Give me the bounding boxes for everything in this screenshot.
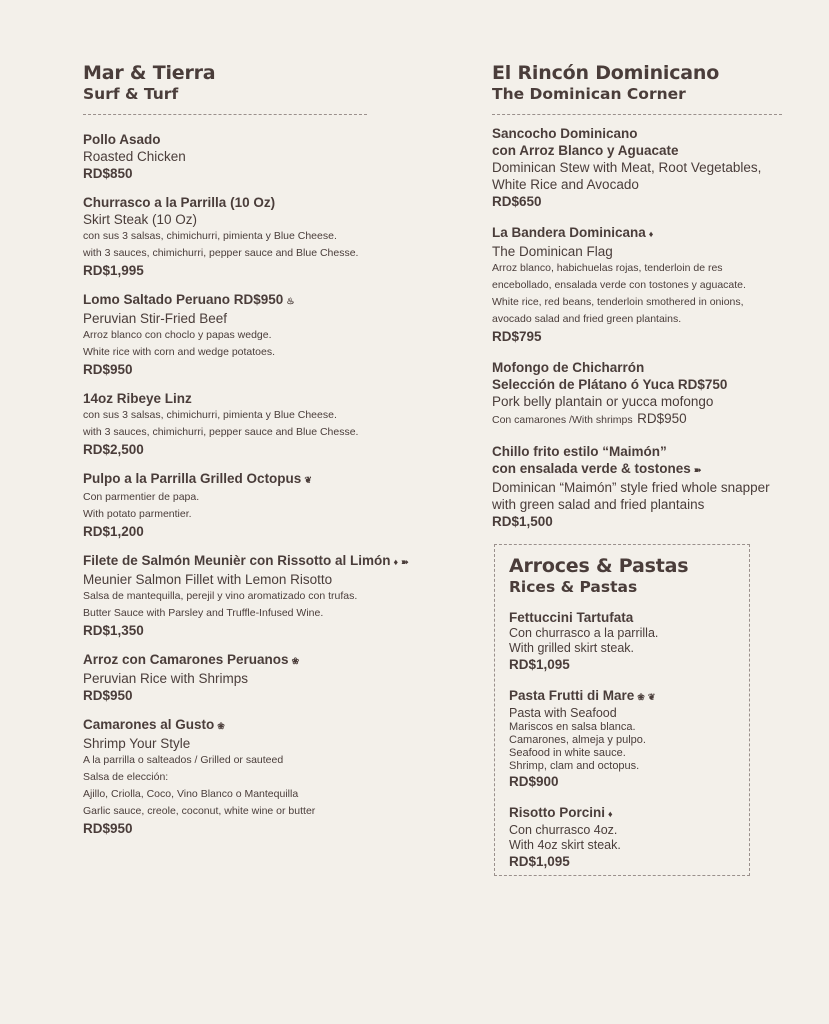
item-price: RD$1,500 <box>492 514 553 529</box>
item-desc: Salsa de mantequilla, perejil y vino aromatizado con trufas. <box>83 590 358 602</box>
shrimp-icon: ❀ <box>637 692 645 702</box>
dominican-corner-section <box>492 62 792 542</box>
item-desc: White rice with corn and wedge potatoes. <box>83 346 276 358</box>
item-desc: A la parrilla o salteados / Grilled or sauteed <box>83 754 284 766</box>
item-name: 14oz Ribeye Linz <box>83 391 192 406</box>
item-price: RD$1,095 <box>509 854 570 869</box>
rices-pastas-box <box>494 544 750 876</box>
item-price: RD$1,350 <box>83 623 144 638</box>
item-name: Pasta Frutti di Mare <box>509 688 635 703</box>
item-english: Con churrasco 4oz. <box>509 823 618 837</box>
gluten-free-icon: ♦ <box>608 809 613 819</box>
item-name: Filete de Salmón Meunièr con Rissotto al Limón <box>83 553 391 568</box>
item-price: RD$950 <box>83 362 133 377</box>
item-desc: Shrimp, clam and octopus. <box>509 760 640 772</box>
item-desc: con sus 3 salsas, chimichurri, pimienta y Blue Cheese. <box>83 230 337 242</box>
menu-item-salmon <box>83 552 423 639</box>
menu-item-chillo <box>492 443 792 530</box>
shellfish-icon: ❦ <box>647 692 656 702</box>
item-desc: Salsa de elección: <box>83 771 169 783</box>
item-english-line2: with green salad and fried plantains <box>492 497 705 512</box>
dashed-divider <box>492 114 782 115</box>
item-desc: Garlic sauce, creole, coconut, white wine or butter <box>83 805 316 817</box>
item-name: Fettuccini Tartufata <box>509 610 634 625</box>
menu-item-pollo-asado <box>83 131 423 182</box>
item-name-line2: Selección de Plátano ó Yuca RD$750 <box>492 377 728 392</box>
item-name-line2: con Arroz Blanco y Aguacate <box>492 143 679 158</box>
item-desc: con sus 3 salsas, chimichurri, pimienta y Blue Cheese. <box>83 409 337 421</box>
dashed-divider <box>83 114 367 115</box>
item-desc: Camarones, almeja y pulpo. <box>509 734 646 746</box>
section-title: Mar & Tierra <box>83 62 216 84</box>
item-name: La Bandera Dominicana <box>492 225 646 240</box>
item-desc: with 3 sauces, chimichurri, pepper sauce and Blue Chesse. <box>83 247 359 259</box>
item-desc: Mariscos en salsa blanca. <box>509 721 636 733</box>
item-price: RD$900 <box>509 774 559 789</box>
item-price: RD$795 <box>492 329 542 344</box>
fish-icon: ➽ <box>401 557 409 567</box>
item-english: Pasta with Seafood <box>509 706 617 720</box>
item-english-line2: With grilled skirt steak. <box>509 641 635 655</box>
section-subtitle: The Dominican Corner <box>492 85 686 103</box>
item-english: Shrimp Your Style <box>83 736 191 751</box>
section-title: El Rincón Dominicano <box>492 62 720 84</box>
item-desc: Con parmentier de papa. <box>83 491 200 503</box>
item-desc: avocado salad and fried green plantains. <box>492 313 682 325</box>
menu-item-arroz-camarones <box>83 651 423 704</box>
item-desc: Arroz blanco con choclo y papas wedge. <box>83 329 272 341</box>
item-desc: White rice, red beans, tenderloin smothered in onions, <box>492 296 744 308</box>
item-desc: Con camarones /With shrimps <box>492 414 633 426</box>
menu-item-mofongo <box>492 359 792 429</box>
item-price: RD$850 <box>83 166 133 181</box>
item-price: RD$650 <box>492 194 542 209</box>
shellfish-icon: ❦ <box>304 475 312 485</box>
item-name: Lomo Saltado Peruano RD$950 <box>83 292 284 307</box>
gluten-free-icon: ♦ <box>393 557 399 567</box>
item-price: RD$2,500 <box>83 442 144 457</box>
menu-item-pulpo <box>83 470 423 540</box>
menu-item-camarones-gusto <box>83 716 423 837</box>
item-english: Pork belly plantain or yucca mofongo <box>492 394 714 409</box>
item-english: The Dominican Flag <box>492 244 613 259</box>
fish-icon: ➽ <box>693 465 702 475</box>
item-desc: Butter Sauce with Parsley and Truffle-Infused Wine. <box>83 607 324 619</box>
item-name: Pollo Asado <box>83 132 161 147</box>
item-desc: Arroz blanco, habichuelas rojas, tenderloin de res <box>492 262 723 274</box>
item-desc: Ajillo, Criolla, Coco, Vino Blanco o Mantequilla <box>83 788 299 800</box>
item-name: Mofongo de Chicharrón <box>492 360 645 375</box>
shrimp-icon: ❀ <box>291 656 300 666</box>
item-english: Meunier Salmon Fillet with Lemon Risotto <box>83 572 333 587</box>
surf-turf-section <box>83 62 423 849</box>
gluten-free-icon: ♦ <box>648 229 654 239</box>
menu-item-churrasco <box>83 194 423 279</box>
item-english: Roasted Chicken <box>83 149 186 164</box>
section-subtitle: Surf & Turf <box>83 85 179 103</box>
item-name: Camarones al Gusto <box>83 717 215 732</box>
item-english-line2: With 4oz skirt steak. <box>509 838 621 852</box>
item-desc: Seafood in white sauce. <box>509 747 626 759</box>
item-desc: With potato parmentier. <box>83 508 192 520</box>
shrimp-icon: ❀ <box>217 721 225 731</box>
chef-hat-icon: ♨ <box>286 296 295 306</box>
item-english: Con churrasco a la parrilla. <box>509 626 659 640</box>
item-desc: encebollado, ensalada verde con tostones y aguacate. <box>492 279 746 291</box>
item-name: Arroz con Camarones Peruanos <box>83 652 289 667</box>
item-english: Peruvian Stir-Fried Beef <box>83 311 228 326</box>
menu-item-ribeye <box>83 390 423 458</box>
menu-item-fettuccini <box>509 609 735 673</box>
menu-item-risotto <box>509 804 735 870</box>
menu-item-bandera <box>492 224 792 345</box>
section-title: Arroces & Pastas <box>509 555 689 577</box>
item-price: RD$950 <box>83 688 133 703</box>
item-price: RD$1,995 <box>83 263 144 278</box>
item-name: Pulpo a la Parrilla Grilled Octopus <box>83 471 302 486</box>
menu-item-frutti-mare <box>509 687 735 790</box>
item-desc: with 3 sauces, chimichurri, pepper sauce and Blue Chesse. <box>83 426 359 438</box>
item-english-line2: White Rice and Avocado <box>492 177 639 192</box>
item-price: RD$1,200 <box>83 524 144 539</box>
item-name: Churrasco a la Parrilla (10 Oz) <box>83 195 276 210</box>
item-name: Chillo frito estilo “Maimón” <box>492 444 667 459</box>
item-english: Dominican “Maimón” style fried whole snapper <box>492 480 770 495</box>
item-name: Risotto Porcini <box>509 805 606 820</box>
item-english: Skirt Steak (10 Oz) <box>83 212 198 227</box>
item-english: Peruvian Rice with Shrimps <box>83 671 249 686</box>
menu-item-lomo-saltado <box>83 291 423 378</box>
section-subtitle: Rices & Pastas <box>509 578 638 596</box>
item-price: RD$1,095 <box>509 657 570 672</box>
menu-item-sancocho <box>492 125 792 210</box>
item-name: Sancocho Dominicano <box>492 126 638 141</box>
item-english: Dominican Stew with Meat, Root Vegetables, <box>492 160 762 175</box>
item-price: RD$950 <box>83 821 133 836</box>
item-extra-price: RD$950 <box>637 411 687 426</box>
item-name-line2: con ensalada verde & tostones <box>492 461 691 476</box>
